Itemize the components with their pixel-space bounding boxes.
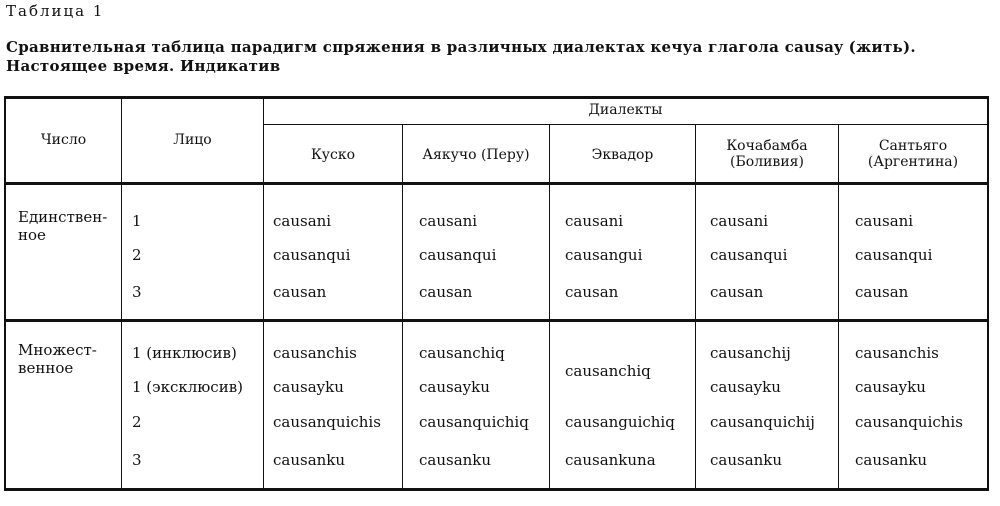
table-bottom-border (4, 488, 989, 491)
col-divider-ecuador (695, 124, 696, 491)
col-divider-cochabamba (838, 124, 839, 491)
header-dialects: Диалекты (588, 102, 663, 118)
form-ecuador-pl2: causanguichiq (565, 413, 675, 431)
table-caption: Таблица 1 (6, 2, 105, 20)
col-divider-ayacucho (549, 124, 550, 491)
form-santiago-pl1-incl: causanchis (855, 344, 939, 362)
form-cochabamba-sg3: causan (710, 283, 764, 301)
form-cochabamba-pl1-incl: causanchij (710, 344, 791, 362)
table-right-border (987, 96, 989, 491)
plural-label-line1: Множест- (18, 341, 97, 359)
form-ayacucho-sg2: causanqui (419, 246, 497, 264)
title-line-2: Настоящее время. Индикатив (6, 57, 281, 75)
table-title (6, 38, 916, 76)
form-santiago-pl1-excl: causayku (855, 378, 926, 396)
singular-bottom-border (4, 319, 989, 322)
form-cochabamba-sg2: causanqui (710, 246, 788, 264)
form-ecuador-sg1: causani (565, 212, 624, 230)
form-ecuador-sg2: causangui (565, 246, 643, 264)
cochabamba-line2: (Боливия) (730, 154, 804, 170)
table-left-border (4, 96, 6, 491)
form-cochabamba-pl1-excl: causayku (710, 378, 781, 396)
header-dialect-cochabamba (696, 138, 838, 170)
santiago-line1: Сантьяго (878, 138, 948, 154)
header-person: Лицо (173, 132, 212, 148)
person-sg-3: 3 (132, 283, 142, 301)
form-cusco-pl1-excl: causayku (273, 378, 344, 396)
form-cusco-pl2: causanquichis (273, 413, 381, 431)
person-pl-3: 3 (132, 451, 142, 469)
header-number: Число (40, 132, 87, 148)
plural-label-line2: венное (18, 359, 74, 377)
form-ecuador-pl1-merged: causanchiq (565, 362, 651, 380)
form-cochabamba-pl2: causanquichij (710, 413, 815, 431)
person-pl-1-excl: 1 (эксклюсив) (132, 378, 243, 396)
person-sg-1: 1 (132, 212, 142, 230)
form-cusco-sg2: causanqui (273, 246, 351, 264)
santiago-line2: (Аргентина) (867, 154, 959, 170)
form-santiago-pl3: causanku (855, 451, 928, 469)
form-cusco-pl1-incl: causanchis (273, 344, 357, 362)
form-ayacucho-pl1-incl: causanchiq (419, 344, 505, 362)
form-cusco-sg1: causani (273, 212, 332, 230)
form-ayacucho-pl3: causanku (419, 451, 492, 469)
form-cusco-pl3: causanku (273, 451, 346, 469)
form-ayacucho-pl1-excl: causayku (419, 378, 490, 396)
form-cochabamba-sg1: causani (710, 212, 769, 230)
person-pl-1-incl: 1 (инклюсив) (132, 344, 237, 362)
col-divider-number (121, 96, 122, 491)
form-ecuador-sg3: causan (565, 283, 619, 301)
form-santiago-sg1: causani (855, 212, 914, 230)
cochabamba-line1: Кочабамба (726, 138, 808, 154)
person-sg-2: 2 (132, 246, 142, 264)
form-cochabamba-pl3: causanku (710, 451, 783, 469)
header-dialect-ecuador: Эквадор (591, 147, 654, 163)
table-top-border (4, 96, 989, 99)
number-singular-label (18, 208, 107, 244)
person-pl-2: 2 (132, 413, 142, 431)
header-dialect-ayacucho: Аякучо (Перу) (422, 147, 530, 163)
form-ayacucho-sg3: causan (419, 283, 473, 301)
conjugation-table (4, 96, 989, 491)
form-santiago-pl2: causanquichis (855, 413, 963, 431)
col-divider-cusco (402, 124, 403, 491)
form-santiago-sg3: causan (855, 283, 909, 301)
number-plural-label (18, 341, 97, 377)
form-ecuador-pl3: causankuna (565, 451, 656, 469)
form-santiago-sg2: causanqui (855, 246, 933, 264)
form-ayacucho-sg1: causani (419, 212, 478, 230)
header-dialect-cusco: Куско (310, 147, 356, 163)
title-line-1: Сравнительная таблица парадигм спряжения в различных диалектах кечуа глагола causay (жить). (6, 38, 916, 56)
header-dialect-santiago (839, 138, 987, 170)
header-bottom-border (4, 182, 989, 185)
form-ayacucho-pl2: causanquichiq (419, 413, 529, 431)
singular-label-line2: ное (18, 226, 46, 244)
form-cusco-sg3: causan (273, 283, 327, 301)
singular-label-line1: Единствен- (18, 208, 108, 226)
dialects-underline (263, 124, 989, 125)
